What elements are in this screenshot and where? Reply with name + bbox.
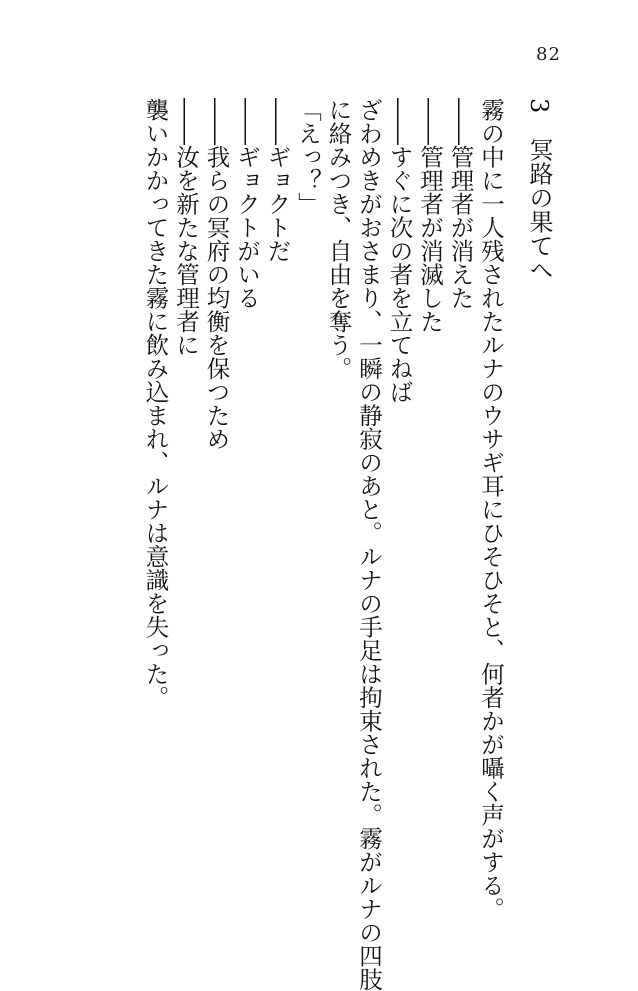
text-line: ざわめきがおさまり、一瞬の静寂のあと。ルナの手足は拘束された。霧がルナの四肢 (355, 98, 383, 991)
text-line: ――我らの冥府の均衡を保つため (202, 98, 231, 451)
page-number: 82 (536, 44, 561, 65)
text-line: ――汝を新たな管理者に (172, 98, 200, 357)
text-line: ――ギョクトだ (263, 98, 292, 263)
chapter-title: 3 冥路の果てへ (525, 98, 553, 282)
text-line: ――管理者が消滅した (416, 98, 444, 333)
text-line: ――すぐに次の者を立てねば (385, 98, 414, 404)
body-text (140, 98, 506, 991)
text-line: 霧の中に一人残されたルナのウサギ耳にひそひそと、何者かが囁く声がする。 (477, 98, 505, 921)
text-line: ――管理者が消えた (446, 98, 475, 310)
text-line: ――ギョクトがいる (233, 98, 261, 310)
text-line: 襲いかかってきた霧に飲み込まれ、ルナは意識を失った。 (141, 98, 170, 709)
text-line: 「えっ？」 (294, 98, 322, 216)
text-line: に絡みつき、自由を奪う。 (324, 98, 353, 380)
